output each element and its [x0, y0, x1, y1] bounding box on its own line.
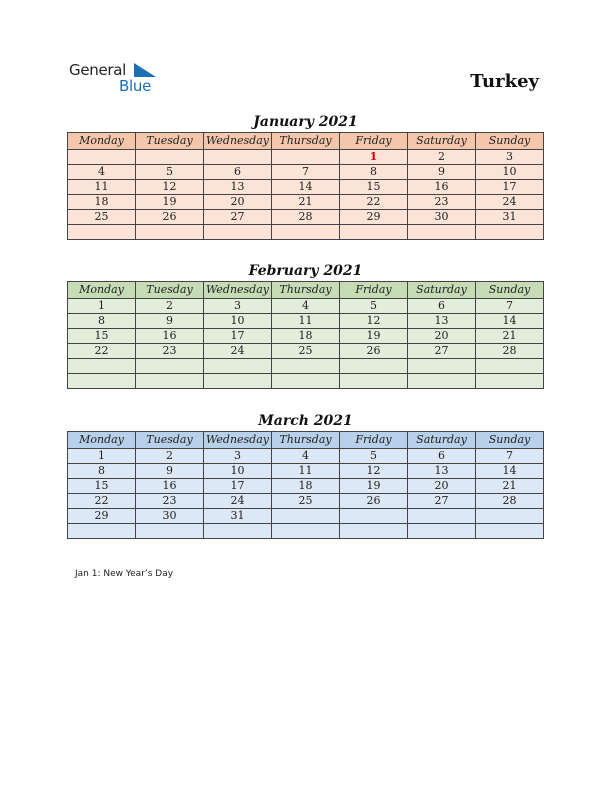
holiday-note: Jan 1: New Year’s Day — [75, 569, 174, 579]
week-row — [68, 449, 544, 464]
day-cell — [476, 359, 544, 374]
day-cell: 27 — [408, 494, 476, 509]
day-cell: 10 — [476, 165, 544, 180]
day-cell — [68, 150, 136, 165]
day-cell: 18 — [68, 195, 136, 210]
day-cell: 12 — [136, 180, 204, 195]
week-row — [68, 195, 544, 210]
weekday-header: Sunday — [476, 133, 544, 150]
day-cell: 11 — [68, 180, 136, 195]
day-cell: 3 — [204, 449, 272, 464]
day-cell: 17 — [204, 479, 272, 494]
day-cell: 24 — [204, 494, 272, 509]
day-cell: 7 — [476, 299, 544, 314]
day-cell: 8 — [340, 165, 408, 180]
day-cell: 19 — [340, 479, 408, 494]
day-cell: 28 — [476, 494, 544, 509]
day-cell — [408, 509, 476, 524]
day-cell — [68, 359, 136, 374]
day-cell: 7 — [272, 165, 340, 180]
week-row — [68, 359, 544, 374]
week-row — [68, 479, 544, 494]
day-cell: 9 — [136, 464, 204, 479]
day-cell: 27 — [408, 344, 476, 359]
day-cell: 5 — [340, 449, 408, 464]
day-cell: 28 — [272, 210, 340, 225]
day-cell — [136, 524, 204, 539]
day-cell: 4 — [272, 449, 340, 464]
day-cell: 6 — [408, 299, 476, 314]
day-cell: 18 — [272, 329, 340, 344]
weekday-header: Tuesday — [136, 432, 204, 449]
week-row — [68, 374, 544, 389]
day-cell — [204, 150, 272, 165]
day-cell: 29 — [68, 509, 136, 524]
day-cell — [408, 524, 476, 539]
day-cell: 7 — [476, 449, 544, 464]
day-cell: 16 — [408, 180, 476, 195]
day-cell — [272, 374, 340, 389]
day-cell — [476, 374, 544, 389]
day-cell: 10 — [204, 314, 272, 329]
day-cell: 23 — [408, 195, 476, 210]
day-cell: 26 — [340, 344, 408, 359]
day-cell — [136, 225, 204, 240]
day-cell — [68, 225, 136, 240]
day-cell — [272, 150, 340, 165]
day-cell: 26 — [136, 210, 204, 225]
weekday-header: Thursday — [272, 432, 340, 449]
day-cell: 28 — [476, 344, 544, 359]
day-cell — [204, 359, 272, 374]
weekday-header: Friday — [340, 282, 408, 299]
calendar-table — [67, 431, 544, 539]
week-row — [68, 150, 544, 165]
day-cell: 11 — [272, 464, 340, 479]
day-cell: 9 — [408, 165, 476, 180]
week-row — [68, 210, 544, 225]
calendar-table — [67, 281, 544, 389]
week-row — [68, 509, 544, 524]
day-cell: 14 — [476, 464, 544, 479]
day-cell: 14 — [476, 314, 544, 329]
day-cell — [204, 524, 272, 539]
week-row — [68, 329, 544, 344]
week-row — [68, 314, 544, 329]
weekday-header: Saturday — [408, 133, 476, 150]
day-cell — [272, 225, 340, 240]
day-cell: 30 — [136, 509, 204, 524]
month-calendar-feb — [67, 261, 544, 389]
day-cell: 17 — [204, 329, 272, 344]
month-title: March 2021 — [258, 413, 353, 429]
weekday-header: Wednesday — [204, 282, 272, 299]
day-cell: 2 — [136, 449, 204, 464]
day-cell: 15 — [68, 329, 136, 344]
week-row — [68, 180, 544, 195]
day-cell — [340, 359, 408, 374]
day-cell — [408, 374, 476, 389]
weekday-header: Monday — [68, 282, 136, 299]
day-cell: 25 — [272, 494, 340, 509]
day-cell: 16 — [136, 479, 204, 494]
day-cell: 3 — [204, 299, 272, 314]
day-cell: 27 — [204, 210, 272, 225]
day-cell — [408, 359, 476, 374]
day-cell: 25 — [272, 344, 340, 359]
day-cell: 22 — [340, 195, 408, 210]
day-cell: 17 — [476, 180, 544, 195]
day-cell: 1 — [68, 449, 136, 464]
brand-logo — [69, 61, 169, 97]
weekday-header: Friday — [340, 432, 408, 449]
brand-name-blue: Blue — [119, 77, 151, 95]
day-cell: 4 — [272, 299, 340, 314]
day-cell: 24 — [476, 195, 544, 210]
day-cell: 13 — [408, 314, 476, 329]
day-cell — [408, 225, 476, 240]
day-cell: 1 — [68, 299, 136, 314]
day-cell — [68, 374, 136, 389]
day-cell: 14 — [272, 180, 340, 195]
month-calendar-jan — [67, 112, 544, 240]
week-row — [68, 225, 544, 240]
day-cell — [340, 374, 408, 389]
day-cell: 12 — [340, 314, 408, 329]
day-cell: 21 — [476, 479, 544, 494]
weekday-header: Tuesday — [136, 282, 204, 299]
weekday-header: Monday — [68, 432, 136, 449]
day-cell — [68, 524, 136, 539]
weekday-header-row — [68, 432, 544, 449]
week-row — [68, 464, 544, 479]
week-row — [68, 165, 544, 180]
day-cell: 20 — [408, 329, 476, 344]
week-row — [68, 494, 544, 509]
weekday-header: Friday — [340, 133, 408, 150]
day-cell: 16 — [136, 329, 204, 344]
day-cell: 9 — [136, 314, 204, 329]
weekday-header-row — [68, 133, 544, 150]
day-cell: 31 — [476, 210, 544, 225]
brand-triangle-icon — [134, 63, 156, 77]
weekday-header: Thursday — [272, 282, 340, 299]
day-cell — [272, 524, 340, 539]
day-cell: 22 — [68, 494, 136, 509]
day-cell: 12 — [340, 464, 408, 479]
weekday-header: Saturday — [408, 432, 476, 449]
day-cell — [476, 509, 544, 524]
day-cell — [204, 374, 272, 389]
week-row — [68, 524, 544, 539]
brand-name-general: General — [69, 61, 127, 79]
day-cell — [340, 509, 408, 524]
day-cell: 19 — [340, 329, 408, 344]
day-cell: 2 — [408, 150, 476, 165]
day-cell: 20 — [408, 479, 476, 494]
day-cell: 6 — [408, 449, 476, 464]
day-cell: 20 — [204, 195, 272, 210]
week-row — [68, 299, 544, 314]
week-row — [68, 344, 544, 359]
day-cell: 6 — [204, 165, 272, 180]
day-cell: 29 — [340, 210, 408, 225]
weekday-header: Wednesday — [204, 133, 272, 150]
day-cell: 11 — [272, 314, 340, 329]
day-cell: 8 — [68, 314, 136, 329]
day-cell: 15 — [340, 180, 408, 195]
day-cell — [136, 359, 204, 374]
day-cell: 31 — [204, 509, 272, 524]
day-cell: 18 — [272, 479, 340, 494]
day-cell — [340, 225, 408, 240]
month-title: February 2021 — [248, 263, 363, 279]
day-cell — [204, 225, 272, 240]
weekday-header: Sunday — [476, 282, 544, 299]
day-cell: 8 — [68, 464, 136, 479]
day-cell: 5 — [340, 299, 408, 314]
day-cell: 3 — [476, 150, 544, 165]
weekday-header: Tuesday — [136, 133, 204, 150]
day-cell: 25 — [68, 210, 136, 225]
day-cell — [476, 225, 544, 240]
day-cell — [476, 524, 544, 539]
day-cell: 21 — [476, 329, 544, 344]
weekday-header: Saturday — [408, 282, 476, 299]
weekday-header: Monday — [68, 133, 136, 150]
day-cell — [136, 150, 204, 165]
day-cell: 2 — [136, 299, 204, 314]
day-cell: 13 — [408, 464, 476, 479]
weekday-header: Wednesday — [204, 432, 272, 449]
day-cell — [272, 359, 340, 374]
day-cell: 23 — [136, 494, 204, 509]
day-cell: 15 — [68, 479, 136, 494]
month-calendar-mar — [67, 411, 544, 539]
country-title: Turkey — [470, 71, 539, 92]
month-title: January 2021 — [253, 114, 358, 130]
day-cell: 1 — [340, 150, 408, 165]
day-cell — [340, 524, 408, 539]
day-cell: 22 — [68, 344, 136, 359]
day-cell: 30 — [408, 210, 476, 225]
day-cell: 13 — [204, 180, 272, 195]
day-cell: 23 — [136, 344, 204, 359]
weekday-header: Thursday — [272, 133, 340, 150]
weekday-header-row — [68, 282, 544, 299]
day-cell — [272, 509, 340, 524]
day-cell: 5 — [136, 165, 204, 180]
calendar-table — [67, 132, 544, 240]
day-cell: 24 — [204, 344, 272, 359]
day-cell: 26 — [340, 494, 408, 509]
day-cell: 19 — [136, 195, 204, 210]
day-cell: 10 — [204, 464, 272, 479]
day-cell: 4 — [68, 165, 136, 180]
day-cell — [136, 374, 204, 389]
weekday-header: Sunday — [476, 432, 544, 449]
day-cell: 21 — [272, 195, 340, 210]
